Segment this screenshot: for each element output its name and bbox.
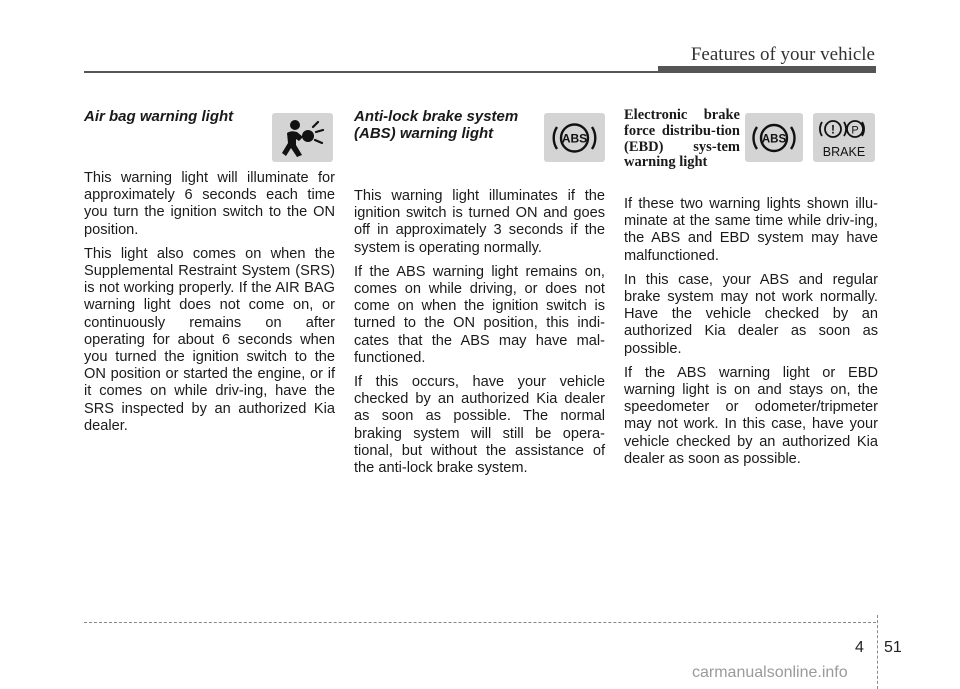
- ebd-abs-warning-icon: [745, 113, 803, 162]
- abs-paragraph: If this occurs, have your vehicle checked by an authorized Kia dealer as soon as possible. The normal braking system will still be opera-tional, but without the assistance of the anti-lock brake system.: [354, 374, 605, 477]
- brake-icon-label: BRAKE: [822, 145, 866, 159]
- airbag-paragraph: This warning light will illuminate for approximately 6 seconds each time you turn the ignition switch to the ON position.: [84, 170, 335, 238]
- abs-section: [354, 108, 605, 484]
- brake-warning-icon: [813, 113, 875, 162]
- abs-paragraph: This warning light illuminates if the ignition switch is turned ON and goes off in approximately 3 seconds if the system is operating normally.: [354, 188, 605, 256]
- abs-paragraph: If the ABS warning light remains on, comes on while driving, or does not come on when the ignition switch is turned to the ON position, this indi-cates that the ABS may have mal-functioned.: [354, 263, 605, 366]
- ebd-section: [624, 108, 878, 475]
- ebd-heading: Electronic brake force distribu-tion (EBD) sys-tem warning light: [624, 107, 740, 171]
- abs-heading: Anti-lock brake system (ABS) warning light: [354, 108, 519, 142]
- footer-divider: [877, 615, 878, 689]
- abs-icon-label: ABS: [561, 131, 588, 146]
- airbag-heading: Air bag warning light: [84, 108, 234, 125]
- ebd-paragraph: In this case, your ABS and regular brake system may not work normally. Have the vehicle checked by an authorized Kia dealer as soon as possible.: [624, 271, 878, 357]
- ebd-paragraph: If these two warning lights shown illu-minate at the same time while driv-ing, the ABS and EBD system may have malfunctioned.: [624, 196, 878, 264]
- ebd-paragraph: If the ABS warning light or EBD warning light is on and stays on, the speedometer or odometer/tripmeter may not work. In this case, have your vehicle checked by an authorized Kia dealer as soon as possible.: [624, 364, 878, 467]
- ebd-abs-icon-label: ABS: [761, 133, 787, 146]
- abs-warning-icon: [544, 113, 605, 162]
- header-rule-accent: [658, 66, 876, 73]
- brake-exclamation-label: !: [831, 122, 835, 137]
- footer-rule: [84, 622, 876, 623]
- watermark: carmanualsonline.info: [692, 664, 848, 681]
- chapter-number: 4: [855, 639, 864, 656]
- brake-p-label: P: [851, 124, 859, 137]
- airbag-paragraph: This light also comes on when the Supplemental Restraint System (SRS) is not working properly. If the AIR BAG warning light does not come on, or continuously remains on after operating for about 6 seconds when you turned the ignition switch to the ON position or started the engine, or if it comes on while driv-ing, have the SRS inspected by an authorized Kia dealer.: [84, 245, 335, 434]
- airbag-warning-icon: [272, 113, 333, 162]
- header-title: Features of your vehicle: [690, 44, 875, 65]
- page-number: 51: [884, 639, 902, 656]
